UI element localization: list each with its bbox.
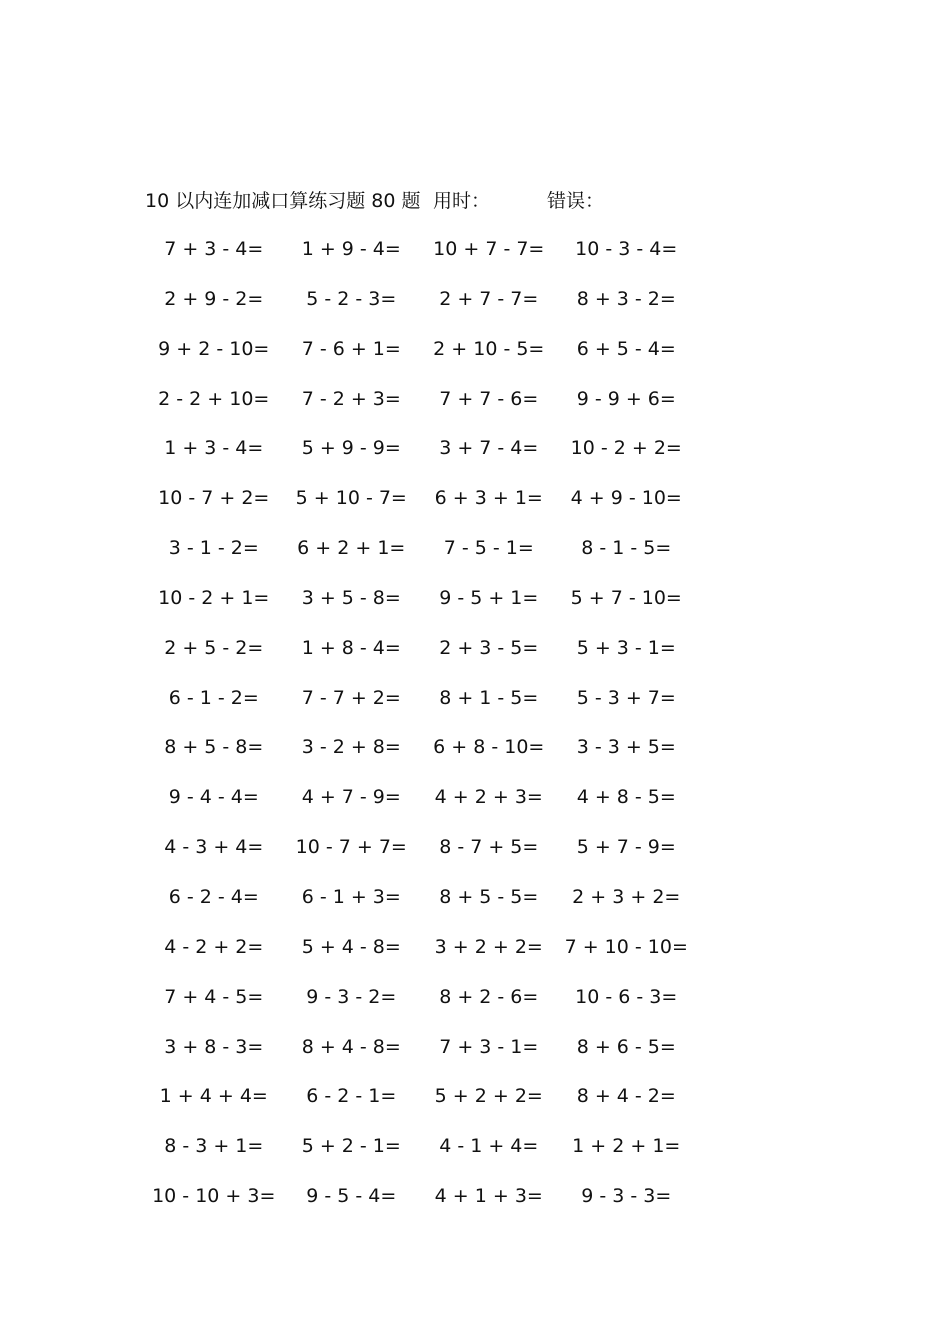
problem-item: 7 - 6 + 1= xyxy=(301,337,401,360)
problem-item: 3 - 3 + 5= xyxy=(576,736,676,759)
problem-item: 1 + 9 - 4= xyxy=(301,238,401,260)
problem-item: 10 - 6 - 3= xyxy=(575,985,678,1008)
problem-item: 8 + 5 - 5= xyxy=(439,885,539,908)
time-label: 用时： xyxy=(433,190,491,212)
problem-item: 9 - 9 + 6= xyxy=(576,387,676,410)
problem-item: 4 + 8 - 5= xyxy=(576,786,676,809)
problem-item: 6 + 3 + 1= xyxy=(434,487,543,510)
problem-item: 4 + 7 - 9= xyxy=(301,786,401,809)
problem-row xyxy=(145,1083,705,1133)
problem-item: 10 - 10 + 3= xyxy=(152,1185,276,1208)
problem-item: 8 + 6 - 5= xyxy=(576,1035,676,1058)
problem-item: 3 + 8 - 3= xyxy=(164,1035,264,1058)
problem-item: 6 - 1 + 3= xyxy=(301,885,401,908)
problem-item: 8 + 3 - 2= xyxy=(576,287,676,310)
problem-item: 3 + 5 - 8= xyxy=(301,586,401,609)
problem-item: 2 - 2 + 10= xyxy=(158,387,270,410)
problem-item: 7 + 3 - 1= xyxy=(439,1035,539,1058)
problem-item: 5 + 2 - 1= xyxy=(301,1135,401,1158)
problem-item: 1 + 2 + 1= xyxy=(572,1135,681,1158)
problem-row xyxy=(145,635,705,685)
problem-item: 9 + 2 - 10= xyxy=(158,337,270,360)
problem-item: 9 - 3 - 2= xyxy=(306,985,397,1008)
problem-grid xyxy=(145,236,705,1233)
problem-item: 5 + 7 - 10= xyxy=(570,586,682,609)
problem-row xyxy=(145,984,705,1034)
problem-row xyxy=(145,784,705,834)
problem-item: 6 - 2 - 4= xyxy=(168,885,259,908)
problem-item: 8 + 4 - 2= xyxy=(576,1085,676,1108)
problem-row xyxy=(145,834,705,884)
problem-row xyxy=(145,286,705,336)
problem-item: 1 + 3 - 4= xyxy=(164,437,264,460)
problem-item: 7 - 7 + 2= xyxy=(301,686,401,709)
problem-item: 5 + 4 - 8= xyxy=(301,935,401,958)
problem-item: 3 + 2 + 2= xyxy=(434,935,543,958)
problem-row xyxy=(145,1133,705,1183)
problem-item: 6 - 2 - 1= xyxy=(306,1085,397,1108)
problem-item: 10 - 7 + 2= xyxy=(158,487,270,510)
problem-item: 7 - 5 - 1= xyxy=(443,537,534,560)
problem-item: 5 + 10 - 7= xyxy=(295,487,407,510)
problem-item: 2 + 7 - 7= xyxy=(439,287,539,310)
problem-item: 8 - 3 + 1= xyxy=(164,1135,264,1158)
problem-item: 4 - 1 + 4= xyxy=(439,1135,539,1158)
problem-item: 2 + 3 + 2= xyxy=(572,885,681,908)
problem-item: 5 + 3 - 1= xyxy=(576,636,676,659)
problem-item: 8 + 1 - 5= xyxy=(439,686,539,709)
problem-item: 10 + 7 - 7= xyxy=(433,238,545,260)
problem-item: 8 - 7 + 5= xyxy=(439,836,539,859)
problem-item: 1 + 4 + 4= xyxy=(159,1085,268,1108)
problem-row xyxy=(145,1034,705,1084)
problem-item: 5 + 7 - 9= xyxy=(576,836,676,859)
problem-row xyxy=(145,336,705,386)
problem-row xyxy=(145,485,705,535)
worksheet-title: 10 以内连加减口算练习题 80 题 xyxy=(145,190,421,212)
problem-item: 7 + 4 - 5= xyxy=(164,985,264,1008)
error-label: 错误： xyxy=(547,190,605,212)
problem-item: 3 - 1 - 2= xyxy=(168,537,259,560)
problem-item: 4 - 3 + 4= xyxy=(164,836,264,859)
problem-item: 10 - 7 + 7= xyxy=(295,836,407,859)
problem-item: 4 - 2 + 2= xyxy=(164,935,264,958)
problem-row xyxy=(145,236,705,286)
problem-item: 10 - 2 + 1= xyxy=(158,586,270,609)
problem-item: 10 - 3 - 4= xyxy=(575,238,678,260)
problem-row xyxy=(145,535,705,585)
problem-item: 7 - 2 + 3= xyxy=(301,387,401,410)
problem-item: 2 + 10 - 5= xyxy=(433,337,545,360)
problem-item: 6 + 5 - 4= xyxy=(576,337,676,360)
problem-item: 7 + 3 - 4= xyxy=(164,238,264,260)
problem-row xyxy=(145,884,705,934)
problem-row xyxy=(145,685,705,735)
problem-item: 7 + 10 - 10= xyxy=(564,935,688,958)
problem-item: 5 - 3 + 7= xyxy=(576,686,676,709)
problem-item: 4 + 1 + 3= xyxy=(434,1185,543,1208)
problem-item: 4 + 9 - 10= xyxy=(570,487,682,510)
problem-item: 9 - 4 - 4= xyxy=(168,786,259,809)
problem-item: 4 + 2 + 3= xyxy=(434,786,543,809)
problem-item: 8 + 4 - 8= xyxy=(301,1035,401,1058)
problem-item: 9 - 5 + 1= xyxy=(439,586,539,609)
problem-row xyxy=(145,435,705,485)
problem-item: 8 - 1 - 5= xyxy=(581,537,672,560)
problem-item: 2 + 9 - 2= xyxy=(164,287,264,310)
problem-item: 10 - 2 + 2= xyxy=(570,437,682,460)
problem-item: 8 + 5 - 8= xyxy=(164,736,264,759)
problem-item: 9 - 3 - 3= xyxy=(581,1185,672,1208)
problem-item: 5 - 2 - 3= xyxy=(306,287,397,310)
problem-row xyxy=(145,1183,705,1233)
problem-row xyxy=(145,734,705,784)
problem-item: 8 + 2 - 6= xyxy=(439,985,539,1008)
problem-row xyxy=(145,386,705,436)
problem-item: 1 + 8 - 4= xyxy=(301,636,401,659)
problem-item: 5 + 2 + 2= xyxy=(434,1085,543,1108)
problem-item: 6 + 8 - 10= xyxy=(433,736,545,759)
problem-row xyxy=(145,585,705,635)
problem-item: 6 - 1 - 2= xyxy=(168,686,259,709)
problem-item: 9 - 5 - 4= xyxy=(306,1185,397,1208)
problem-item: 6 + 2 + 1= xyxy=(297,537,406,560)
problem-item: 5 + 9 - 9= xyxy=(301,437,401,460)
problem-item: 7 + 7 - 6= xyxy=(439,387,539,410)
problem-item: 2 + 3 - 5= xyxy=(439,636,539,659)
problem-item: 3 + 7 - 4= xyxy=(439,437,539,460)
problem-item: 2 + 5 - 2= xyxy=(164,636,264,659)
problem-row xyxy=(145,934,705,984)
problem-item: 3 - 2 + 8= xyxy=(301,736,401,759)
